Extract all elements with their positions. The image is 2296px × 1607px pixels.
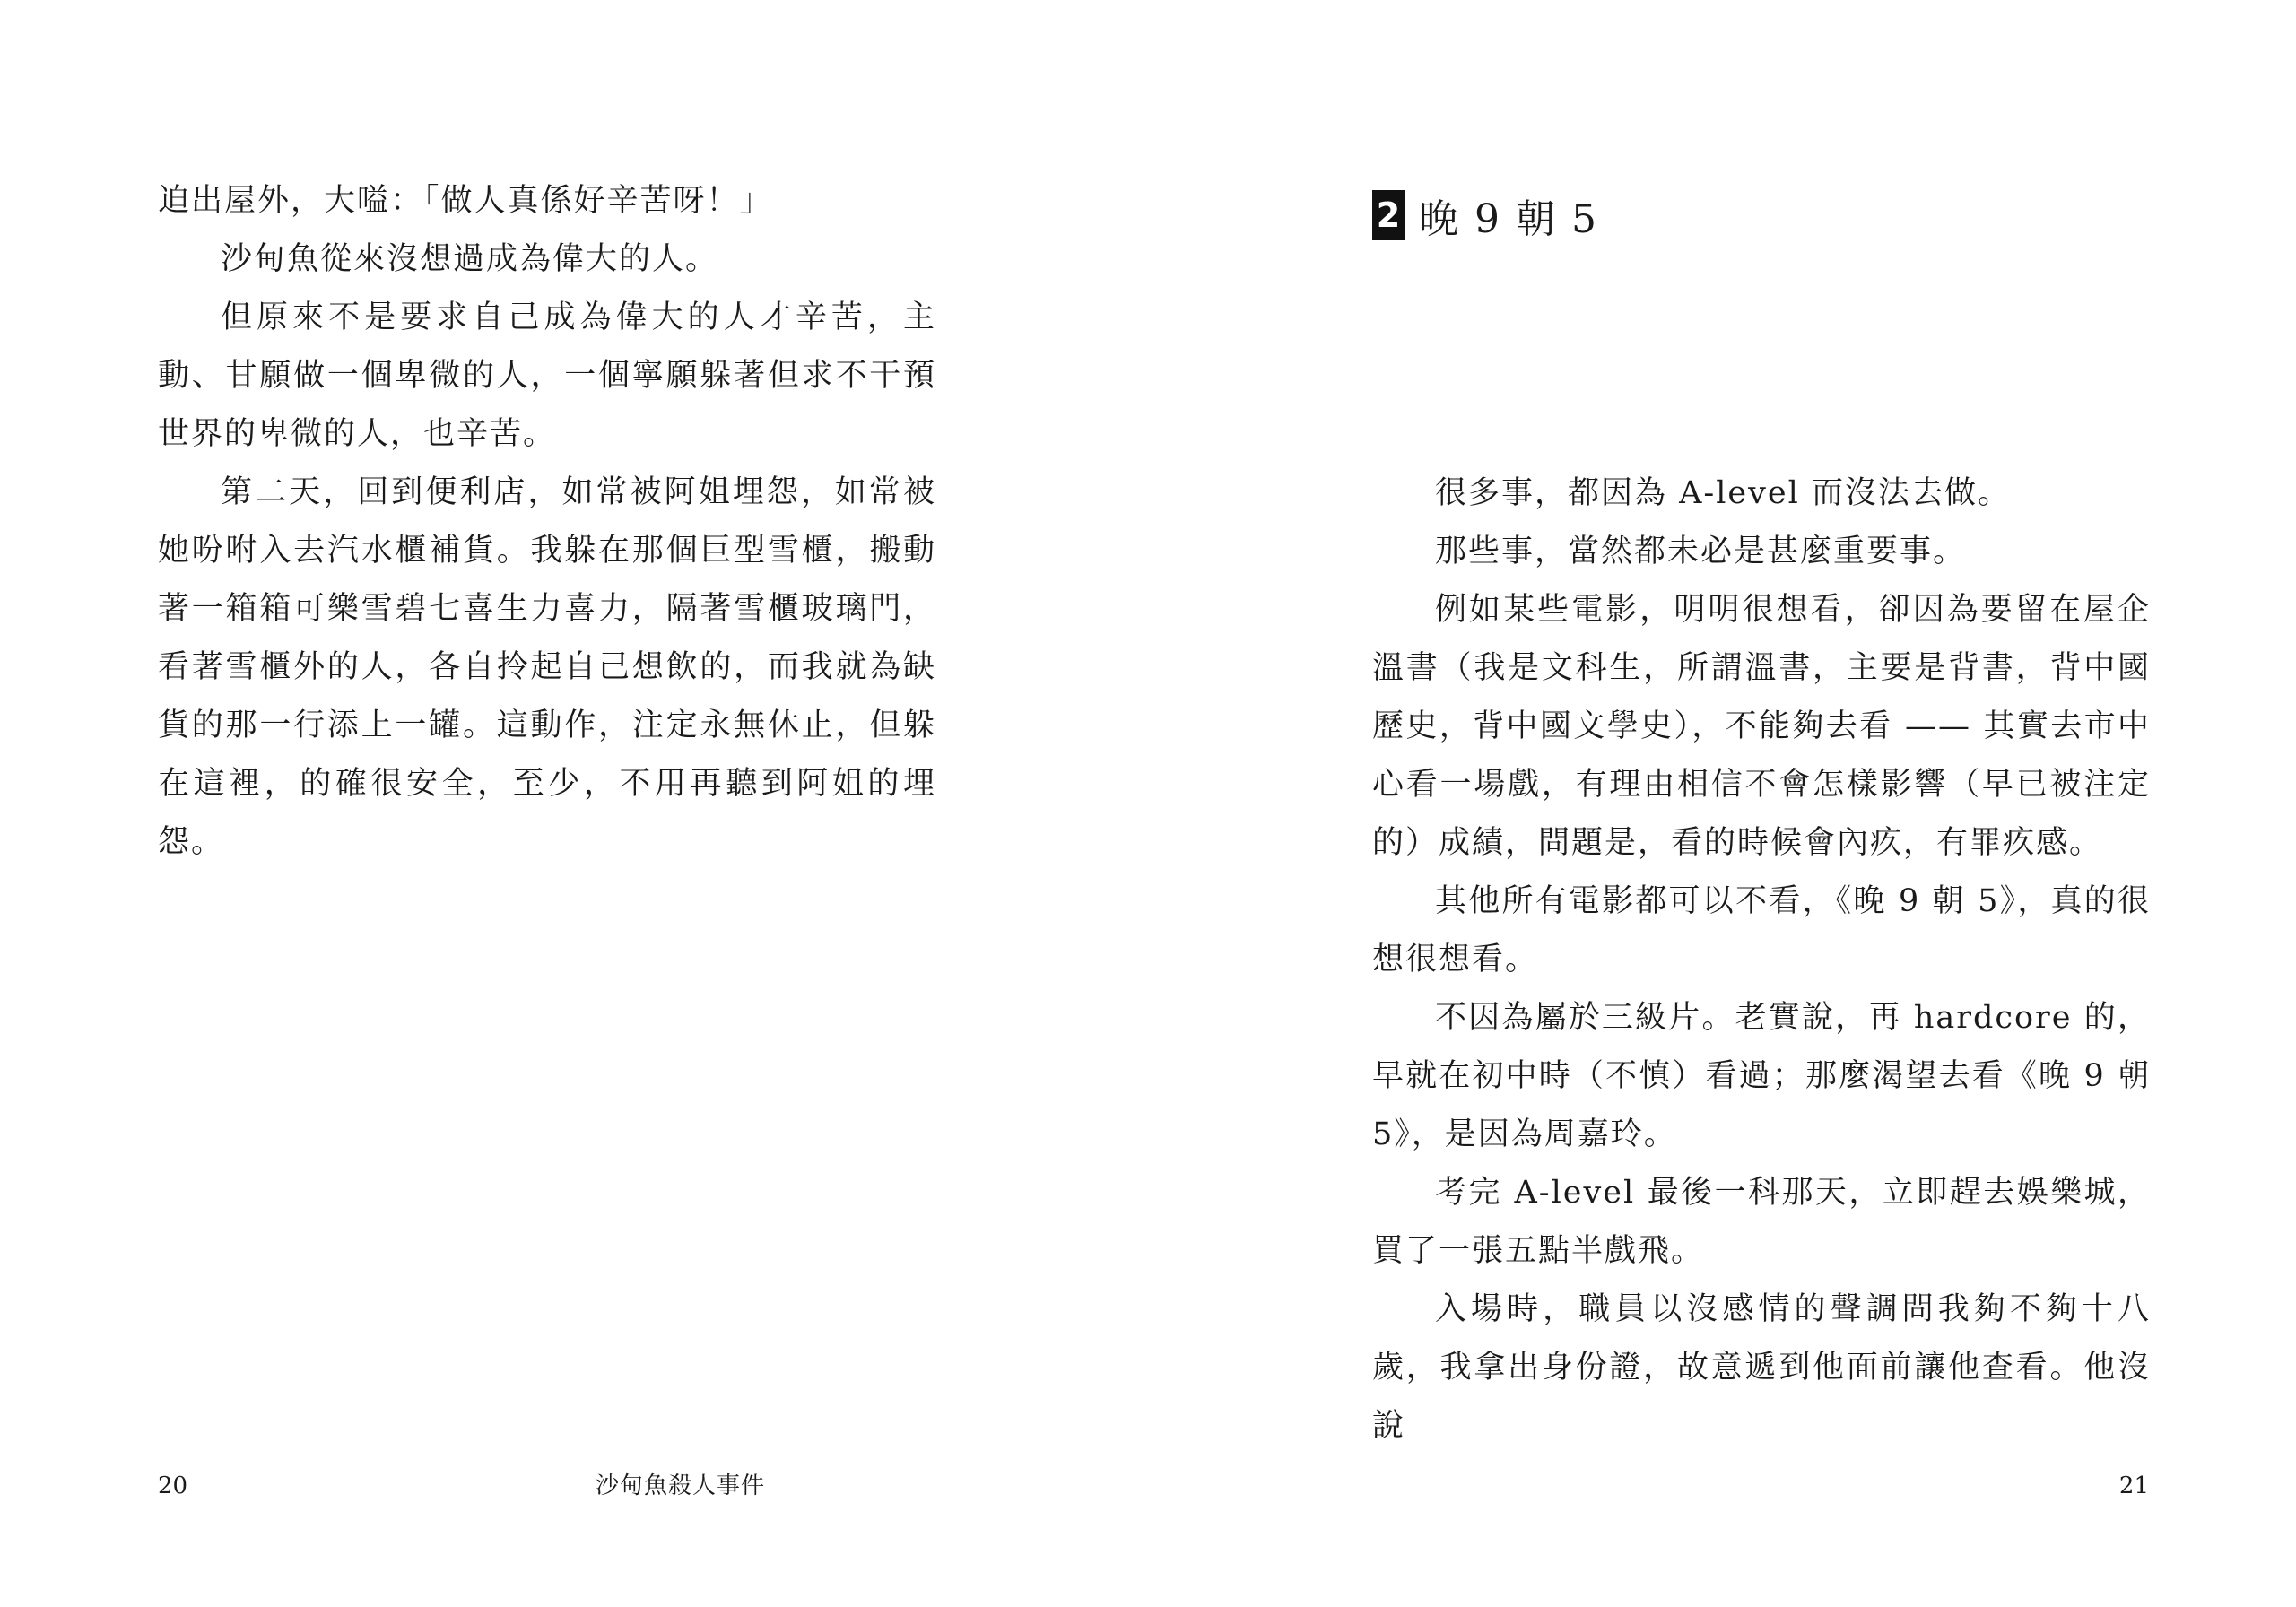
chapter-heading: [1372, 184, 1598, 247]
paragraph: 很多事，都因為 A-level 而沒法去做。: [1435, 475, 2011, 511]
page-number-right: 21: [2118, 1472, 2149, 1499]
paragraph: 不因為屬於三級片。老實說，再 hardcore 的，早就在初中時（不慎）看過；那麼渴望去看《晚 9 朝 5》，是因為周嘉玲。: [1372, 1000, 2151, 1152]
paragraph: 迫出屋外，大嗌：「做人真係好辛苦呀！」: [158, 183, 773, 219]
paragraph: 例如某些電影，明明很想看，卻因為要留在屋企溫書（我是文科生，所謂溫書，主要是背書，背中國歷史，背中國文學史），不能夠去看 —— 其實去市中心看一場戲，有理由相信不會怎樣影響（早已被注定的）成績，問題是，看的時候會內疚，有罪疚感。: [1372, 592, 2151, 861]
left-page-body: [158, 172, 936, 872]
paragraph: 那些事，當然都未必是甚麼重要事。: [1435, 534, 1967, 569]
chapter-number-badge: 2: [1372, 190, 1405, 240]
chapter-title: 晚 9 朝 5: [1419, 196, 1598, 242]
paragraph: 第二天，回到便利店，如常被阿姐埋怨，如常被她吩咐入去汽水櫃補貨。我躲在那個巨型雪櫃，搬動著一箱箱可樂雪碧七喜生力喜力，隔著雪櫃玻璃門，看著雪櫃外的人，各自拎起自己想飲的，而我就為缺貨的那一行添上一罐。這動作，注定永無休止，但躲在這裡，的確很安全，至少，不用再聽到阿姐的埋怨。: [158, 474, 936, 860]
right-page: [1148, 0, 2296, 1607]
page-number-left: 20: [158, 1472, 188, 1499]
running-title: 沙甸魚殺人事件: [596, 1472, 766, 1499]
paragraph: 入場時，職員以沒感情的聲調問我夠不夠十八歲，我拿出身份證，故意遞到他面前讓他查看。他沒說: [1372, 1291, 2151, 1444]
paragraph: 其他所有電影都可以不看，《晚 9 朝 5》，真的很想很想看。: [1372, 883, 2151, 977]
paragraph: 考完 A-level 最後一科那天，立即趕去娛樂城，買了一張五點半戲飛。: [1372, 1175, 2151, 1269]
right-page-body: [1372, 465, 2151, 1455]
paragraph: 但原來不是要求自己成為偉大的人才辛苦，主動、甘願做一個卑微的人，一個寧願躲著但求不干預世界的卑微的人，也辛苦。: [158, 300, 936, 452]
paragraph: 沙甸魚從來沒想過成為偉大的人。: [221, 241, 719, 277]
